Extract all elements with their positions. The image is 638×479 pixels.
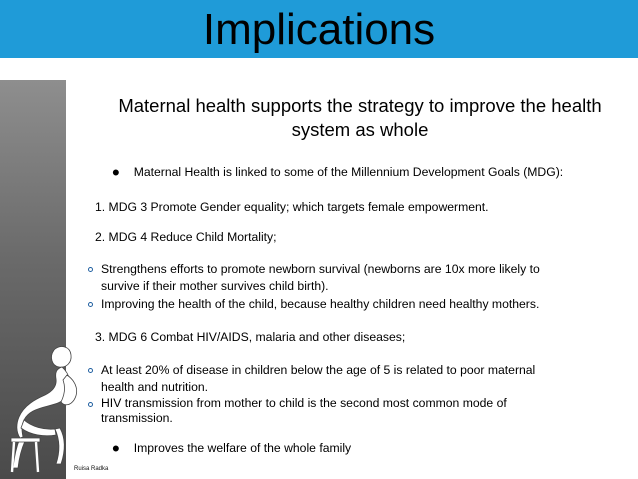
bullet-text: Maternal Health is linked to some of the Millennium Development Goals (MDG): <box>133 165 564 179</box>
sub-item <box>88 396 571 426</box>
bullet-icon: • <box>112 436 120 461</box>
sub-item <box>88 362 571 396</box>
bullet-item <box>112 436 352 461</box>
numbered-item: 1. MDG 3 Promote Gender equality; which targets female empowerment. <box>95 200 489 214</box>
slide-subtitle: Maternal health supports the strategy to improve the health system as whole <box>118 95 602 140</box>
numbered-item: 2. MDG 4 Reduce Child Mortality; <box>95 230 277 244</box>
ring-bullet-icon <box>88 368 93 373</box>
sub-item <box>88 296 571 313</box>
numbered-item: 3. MDG 6 Combat HIV/AIDS, malaria and other diseases; <box>95 330 406 344</box>
sub-item-text: Improving the health of the child, because healthy children need healthy mothers. <box>101 297 540 311</box>
bullet-text: Improves the welfare of the whole family <box>133 441 352 455</box>
ring-bullet-icon <box>88 302 93 307</box>
bullet-icon: • <box>112 160 120 185</box>
bullet-item <box>112 160 564 185</box>
sub-item-text: At least 20% of disease in children below the age of 5 is related to poor maternal health and nutrition. <box>101 363 536 394</box>
ring-bullet-icon <box>88 267 93 272</box>
ring-bullet-icon <box>88 402 93 407</box>
sub-item-text: HIV transmission from mother to child is the second most common mode of transmission. <box>101 396 507 425</box>
author-watermark: Ruisa Radka <box>74 466 109 472</box>
sub-item-text: Strengthens efforts to promote newborn survival (newborns are 10x more likely to survive if their mother survives child birth). <box>101 262 540 293</box>
thinking-woman-icon <box>0 340 100 475</box>
slide-title: Implications <box>202 5 436 54</box>
sub-item <box>88 261 571 295</box>
